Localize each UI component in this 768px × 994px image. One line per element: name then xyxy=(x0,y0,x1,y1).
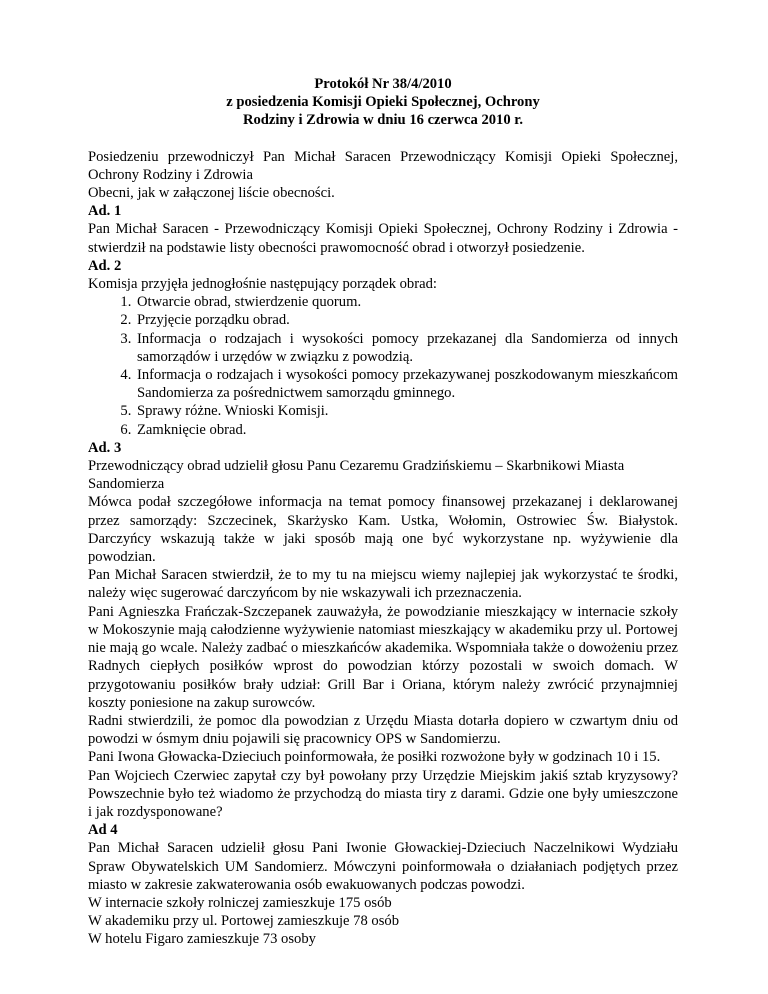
intro-paragraph-attendance: Obecni, jak w załączonej liście obecności. xyxy=(88,185,335,202)
title-line-1: Protokół Nr 38/4/2010 xyxy=(314,76,452,92)
ad1-paragraph: Pan Michał Saracen - Przewodniczący Komisji Opieki Społecznej, Ochrony Rodziny i Zdrowia - stwierdził na podstawie listy obecności prawomocność obrad i otworzył posiedzenie. xyxy=(88,221,678,256)
agenda-item: 3. Informacja o rodzajach i wysokości pomocy przekazanej dla Sandomierza od innych samorządów i urzędów w związku z powodzią. xyxy=(135,330,678,366)
document-page xyxy=(88,75,678,949)
section-heading-ad4: Ad 4 xyxy=(88,822,118,839)
agenda-item: 1. Otwarcie obrad, stwierdzenie quorum. xyxy=(135,293,678,311)
ad3-paragraph-5: Radni stwierdzili, że pomoc dla powodzian z Urzędu Miasta dotarła dopiero w czwartym dniu od powodzi w ósmym dniu pojawili się pracownicy OPS w Sandomierzu. xyxy=(88,712,678,748)
ad3-paragraph-3: Pan Michał Saracen stwierdził, że to my tu na miejscu wiemy najlepiej jak wykorzystać te środki, należy więc sugerować darczyńcom by nie wskazywali ich przeznaczenia. xyxy=(88,567,678,602)
ad4-paragraph-2: W internacie szkoły rolniczej zamieszkuje 175 osób xyxy=(88,894,392,911)
agenda-item: 2. Przyjęcie porządku obrad. xyxy=(135,311,678,329)
ad3-paragraph-6: Pani Iwona Głowacka-Dzieciuch poinformowała, że posiłki rozwożone były w godzinach 10 i 15. xyxy=(88,749,661,766)
ad4-paragraph-4: W hotelu Figaro zamieszkuje 73 osoby xyxy=(88,931,316,948)
section-heading-ad3: Ad. 3 xyxy=(88,439,122,456)
agenda-item: 6. Zamknięcie obrad. xyxy=(135,421,678,439)
ad3-paragraph-4: Pani Agnieszka Frańczak-Szczepanek zauważyła, że powodzianie mieszkający w internacie szkoły w Mokoszynie mają całodzienne wyżywienie natomiast mieszkający w akademiku przy ul. Portowej nie mają go wcale. Należy zadbać o mieszkańców akademika. Wspomniała także o dowożeniu przez Radnych ciepłych posiłków wprost do powodzian którzy pozostali w swoich domach. W przygotowaniu posiłków brały udział: Grill Bar i Oriana, którym należy zwrócić przynajmniej koszty poniesione na zakup surowców. xyxy=(88,603,678,711)
agenda-item: 4. Informacja o rodzajach i wysokości pomocy przekazywanej poszkodowanym mieszkańcom Sandomierza za pośrednictwem samorządu gminnego. xyxy=(135,366,678,402)
document-title xyxy=(88,75,678,130)
intro-paragraph-chair: Posiedzeniu przewodniczył Pan Michał Saracen Przewodniczący Komisji Opieki Społecznej, Ochrony Rodziny i Zdrowia xyxy=(88,148,678,183)
section-heading-ad1: Ad. 1 xyxy=(88,203,122,220)
section-heading-ad2: Ad. 2 xyxy=(88,257,122,274)
agenda-item: 5. Sprawy różne. Wnioski Komisji. xyxy=(135,402,678,420)
ad3-paragraph-2: Mówca podał szczegółowe informacja na temat pomocy finansowej przekazanej i deklarowanej przez samorządy: Szczecinek, Skarżysko Kam. Ustka, Wołomin, Ostrowiec Św. Białystok. Darczyńcy wskazują także w jaki sposób mają one być wykorzystane np. wyżywienie dla powodzian. xyxy=(88,494,678,566)
ad3-paragraph-7: Pan Wojciech Czerwiec zapytał czy był powołany przy Urzędzie Miejskim jakiś sztab kryzysowy? Powszechnie było też wiadomo że przychodzą do miasta tiry z darami. Gdzie one były umieszczone i jak rozdysponowane? xyxy=(88,767,678,820)
title-line-3: Rodziny i Zdrowia w dniu 16 czerwca 2010 r. xyxy=(242,112,524,129)
ad4-paragraph-3: W akademiku przy ul. Portowej zamieszkuje 78 osób xyxy=(88,913,399,930)
title-line-2: z posiedzenia Komisji Opieki Społecznej, Ochrony xyxy=(226,94,540,111)
ad3-paragraph-1: Przewodniczący obrad udzielił głosu Panu Cezaremu Gradzińskiemu – Skarbnikowi Miasta Sandomierza xyxy=(88,458,625,493)
ad4-paragraph-1: Pan Michał Saracen udzielił głosu Pani Iwonie Głowackiej-Dzieciuch Naczelnikowi Wydziału Spraw Obywatelskich UM Sandomierz. Mówczyni poinformowała o działaniach podjętych przez miasto w zakresie zakwaterowania osób ewakuowanych podczas powodzi. xyxy=(88,840,678,893)
ad2-paragraph: Komisja przyjęła jednogłośnie następujący porządek obrad: xyxy=(88,276,437,293)
agenda-list xyxy=(88,293,678,439)
